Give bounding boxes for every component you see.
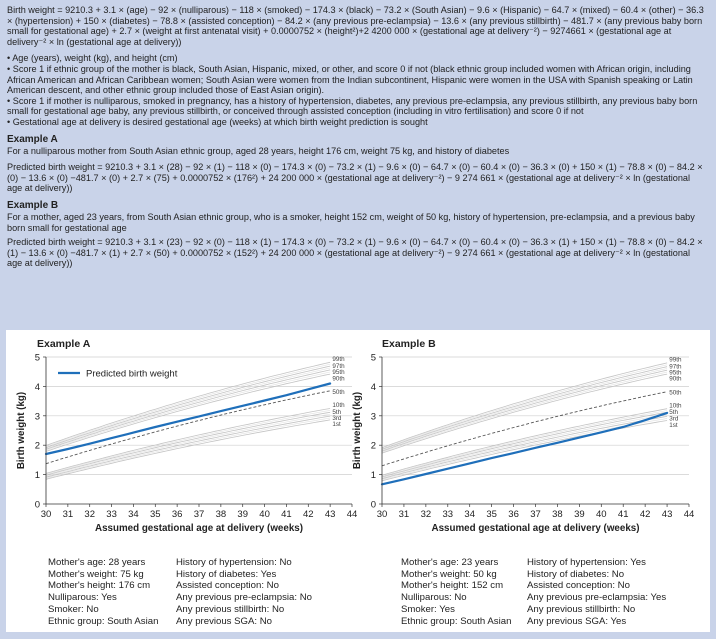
bullet-1: • Age (years), weight (kg), and height (cm) [7,53,178,64]
info-b-stillbirth: Any previous stillbirth: No [527,603,636,615]
info-a-smoker: Smoker: No [48,603,99,615]
centile-curve-90th [46,374,330,451]
example-b-calculation: Predicted birth weight = 9210.3 + 3.1 × (23) − 92 × (0) − 118 × (1) − 174.3 × (0) − 73.2 × (1) − 9.6 × (0) − 64.7 × (0) − 60.4 × (0) − 36.3 × (1) + 150 × (1) − 78.8 × (0) − 84.2 × (1) − 13.6 × (0) −481.7 × (1) + 2.7 × (50) + 0.0000752 × (152²) + 24 200 000 × (gestational age at delivery⁻²) − 9 274 661 × (gestational age at delivery⁻² × ln (gestational age at delivery)) [7,237,703,269]
centile-curve-50th [382,392,667,466]
x-tick-label-44: 44 [683,509,695,520]
x-axis-label: Assumed gestational age at delivery (weeks) [431,523,640,534]
centile-curve-1st [46,420,330,479]
centile-label-5th: 5th [669,409,679,417]
example-a-info-right [176,557,312,627]
info-a-nulliparous: Nulliparous: Yes [48,592,117,604]
y-tick-label-0: 0 [370,499,376,511]
x-tick-label-30: 30 [376,509,388,520]
x-tick-label-39: 39 [237,509,249,520]
centile-label-95th: 95th [332,369,345,377]
y-tick-label-5: 5 [370,352,376,364]
example-a-heading: Example A [7,133,58,145]
x-tick-label-33: 33 [106,509,117,520]
info-b-hypertension: History of hypertension: Yes [527,557,646,568]
x-tick-label-35: 35 [486,509,497,520]
info-b-assisted: Assisted conception: No [527,580,630,592]
x-tick-label-38: 38 [552,509,563,520]
chart-b-title: Example B [382,338,436,350]
chart-b [352,338,694,534]
info-b-weight: Mother's weight: 50 kg [401,568,497,580]
x-tick-label-32: 32 [420,509,432,520]
x-axis-label: Assumed gestational age at delivery (weeks) [95,523,303,534]
bullet-2: • Score 1 if ethnic group of the mother is black, South Asian, Hispanic, mixed, or other, and score 0 if not (black ethnic group included women with African origin, including African American and African Caribbean women; South Asian were women from the Indian subcontinent, Hispanic were women in the USA with Spanish speaking or Latin American descent, and other ethnic group included those of East Asian origin). [7,63,693,96]
y-tick-label-1: 1 [370,470,376,482]
centile-label-50th: 50th [332,388,345,396]
charts-panel [6,330,710,632]
x-tick-label-32: 32 [84,509,96,520]
centile-label-5th: 5th [332,409,342,417]
y-axis-label: Birth weight (kg) [352,391,363,470]
legend-label: Predicted birth weight [86,368,178,380]
y-tick-label-2: 2 [370,440,376,452]
info-a-stillbirth: Any previous stillbirth: No [176,603,285,615]
info-a-sga: Any previous SGA: No [176,615,272,627]
chart-a [16,338,357,534]
formula-text-block [7,5,707,269]
y-tick-label-5: 5 [34,352,40,364]
x-tick-label-34: 34 [464,509,476,520]
info-a-preeclampsia: Any previous pre-eclampsia: No [176,592,312,604]
y-tick-label-2: 2 [34,440,40,452]
x-tick-label-40: 40 [259,509,270,520]
x-tick-label-37: 37 [193,509,205,520]
x-tick-label-36: 36 [508,509,519,520]
x-tick-label-41: 41 [617,509,629,520]
x-tick-label-41: 41 [281,509,292,520]
x-tick-label-39: 39 [574,509,585,520]
centile-label-3rd: 3rd [332,415,342,423]
example-a-info-left [48,557,158,627]
x-tick-label-40: 40 [595,509,607,520]
x-tick-label-37: 37 [530,509,541,520]
info-a-assisted: Assisted conception: No [176,580,279,592]
info-b-age: Mother's age: 23 years [401,557,499,568]
centile-label-10th: 10th [332,402,345,410]
y-tick-label-1: 1 [34,470,40,482]
example-a-calculation: Predicted birth weight = 9210.3 + 3.1 × (28) − 92 × (1) − 118 × (0) − 174.3 × (0) − 73.2 × (1) − 9.6 × (0) − 64.7 × (0) − 60.4 × (0) − 36.3 × (0) + 150 × (1) − 78.8 × (0) − 84.2 × (0) − 13.6 × (0) −481.7 × (0) + 2.7 × (75) + 0.0000752 × (176²) + 24 200 000 × (gestational age at delivery⁻²) − 9 274 661 × (gestational age at delivery⁻² × ln (gestational age at delivery)) [7,162,703,194]
info-b-nulliparous: Nulliparous: No [401,592,467,604]
x-tick-label-43: 43 [661,509,673,520]
info-a-hypertension: History of hypertension: No [176,557,292,568]
x-tick-label-34: 34 [128,509,139,520]
info-b-diabetes: History of diabetes: No [527,568,625,580]
info-a-diabetes: History of diabetes: Yes [176,568,277,580]
x-tick-label-33: 33 [442,509,454,520]
centile-label-97th: 97th [332,363,345,371]
chart-a-title: Example A [37,338,91,350]
example-a-description: For a nulliparous mother from South Asian ethnic group, aged 28 years, height 176 cm, weight 75 kg, and history of diabetes [7,145,510,156]
x-tick-label-43: 43 [324,509,336,520]
y-tick-label-4: 4 [34,381,40,393]
centile-label-99th: 99th [669,356,682,364]
centile-label-97th: 97th [669,363,682,371]
centile-label-90th: 90th [332,375,345,383]
y-tick-label-0: 0 [34,499,40,511]
centile-label-95th: 95th [669,369,682,377]
info-b-sga: Any previous SGA: Yes [527,615,627,627]
centile-label-10th: 10th [669,402,682,410]
x-tick-label-44: 44 [346,509,358,520]
x-tick-label-42: 42 [639,509,651,520]
bullet-4: • Gestational age at delivery is desired gestational age (weeks) at which birth weight prediction is sought [7,116,428,127]
centile-label-99th: 99th [332,355,345,363]
bullet-3: • Score 1 if mother is nulliparous, smoked in pregnancy, has a history of hypertension, diabetes, any previous pre-eclampsia, any previous stillbirth, any previous baby born small for gestational age baby, any previous stillbirth, or conceived through assisted conception (including in vitro fertilisation) and score 0 if not [7,95,698,117]
example-b-heading: Example B [7,199,59,211]
centile-label-3rd: 3rd [669,415,679,423]
y-axis-label: Birth weight (kg) [16,391,27,470]
x-tick-label-31: 31 [62,509,74,520]
x-tick-label-38: 38 [215,509,227,520]
y-tick-label-3: 3 [370,411,376,423]
formula-main: Birth weight = 9210.3 + 3.1 × (age) − 92 × (nulliparous) − 118 × (smoked) − 174.3 × (black) − 73.2 × (South Asian) − 9.6 × (Hispanic) − 64.7 × (mixed) − 60.4 × (other) − 36.3 × (hypertension) + 150 × (diabetes) − 78.8 × (assisted conception) − 84.2 × (any previous pre-eclampsia) − 13.6 × (any previous stillbirth) − 481.7 × (any previous baby born small for gestational age) + 2.7 × (weight at first antenatal visit) + 0.0000752 × (height²)+2 4200 000 × (gestational age at delivery⁻²) − 9274661 × (gestational age at delivery⁻² × ln (gestational age at delivery)) [7,5,704,47]
x-tick-label-36: 36 [171,509,183,520]
x-tick-label-30: 30 [40,509,52,520]
info-a-height: Mother's height: 176 cm [48,580,151,592]
example-b-info-left [401,557,511,627]
info-a-ethnic: Ethnic group: South Asian [48,615,159,627]
x-tick-label-42: 42 [302,509,314,520]
info-b-ethnic: Ethnic group: South Asian [401,615,512,627]
info-b-preeclampsia: Any previous pre-eclampsia: Yes [527,592,667,604]
x-tick-label-31: 31 [398,509,410,520]
example-b-description: For a mother, aged 23 years, from South Asian ethnic group, who is a smoker, height 152 cm, weight of 50 kg, history of hypertension, pre-eclampsia, and a previous baby born small for gestational age [7,211,695,233]
info-a-age: Mother's age: 28 years [48,557,146,568]
info-a-weight: Mother's weight: 75 kg [48,568,144,580]
centile-label-90th: 90th [669,375,682,383]
centile-label-50th: 50th [669,389,682,397]
centile-label-1st: 1st [332,421,341,429]
y-tick-label-4: 4 [370,381,376,393]
info-b-height: Mother's height: 152 cm [401,580,504,592]
y-tick-label-3: 3 [34,411,40,423]
centile-label-1st: 1st [669,421,678,429]
x-tick-label-35: 35 [149,509,161,520]
example-b-info-right [527,557,666,627]
info-b-smoker: Smoker: Yes [401,603,455,615]
